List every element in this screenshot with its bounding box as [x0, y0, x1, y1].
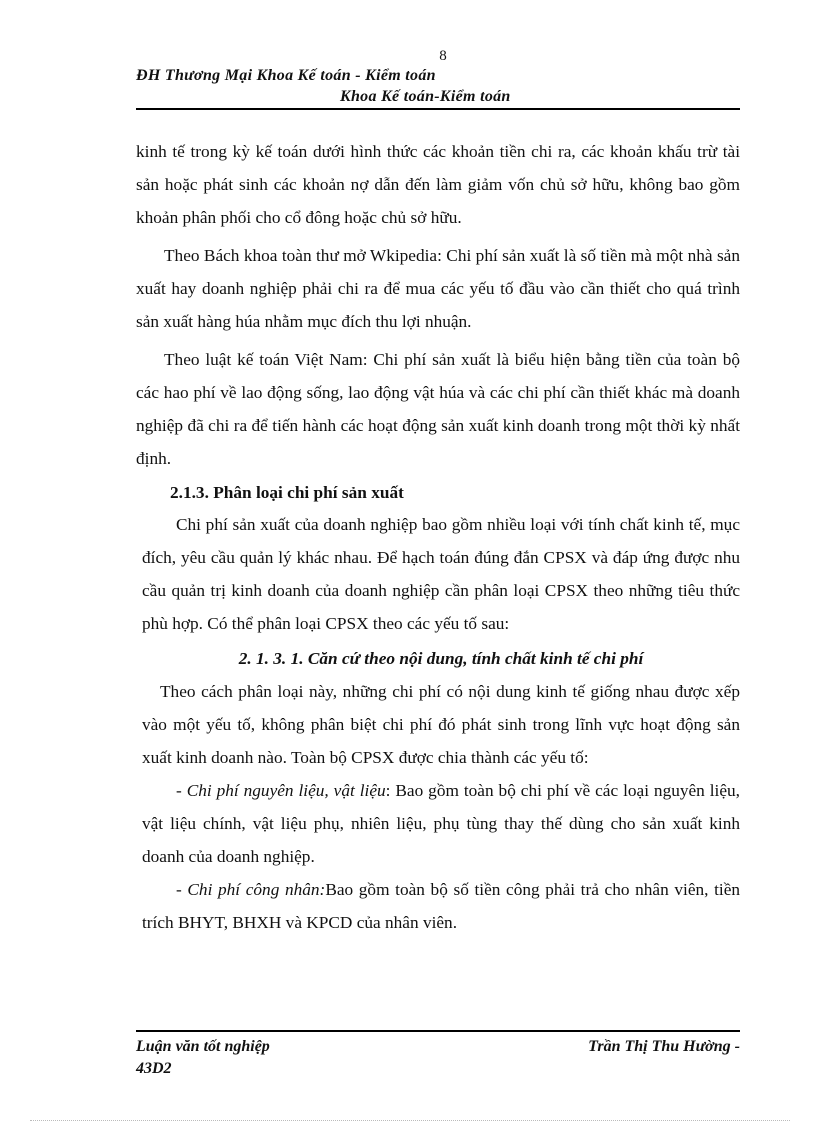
paragraph-classification-method: Theo cách phân loại này, những chi phí có nội dung kinh tế giống nhau được xếp vào một yếu tố, không phân biệt chi phí đó phát sinh trong lĩnh vực hoạt động sản xuất kinh doanh nào. Toàn bộ CPSX được chia thành các yếu tố:	[142, 682, 740, 767]
item-label-labor: Chi phí công nhân:	[187, 880, 326, 899]
paragraph-classification-intro: Chi phí sản xuất của doanh nghiệp bao gồm nhiều loại với tính chất kinh tế, mục đích, yêu cầu quản lý khác nhau. Để hạch toán đúng đắn CPSX và đáp ứng được nhu cầu quản trị kinh doanh của doanh nghiệp cần phân loại CPSX theo những tiêu thức phù hợp. Có thể phân loại CPSX theo các yếu tố sau:	[142, 515, 740, 633]
list-item-labor-cost: - Chi phí công nhân:Bao gồm toàn bộ số tiền công phải trả cho nhân viên, tiền trích BHYT, BHXH và KPCD của nhân viên.	[142, 880, 741, 932]
paragraph-continuation: kinh tế trong kỳ kế toán dưới hình thức các khoản tiền chi ra, các khoản khấu trừ tài sản hoặc phát sinh các khoản nợ dẫn đến làm giảm vốn chủ sở hữu, không bao gồm khoản phân phối cho cổ đông hoặc chủ sở hữu.	[136, 142, 740, 227]
footer-divider	[136, 1030, 740, 1032]
section-heading-2-1-3-1: 2. 1. 3. 1. Căn cứ theo nội dung, tính chất kinh tế chi phí	[238, 649, 644, 668]
item-text-labor: Bao gồm toàn bộ số tiền công phải trả cho nhân viên, tiền trích BHYT, BHXH và KPCD của nhân viên.	[142, 880, 741, 932]
item-text-material: : Bao gồm toàn bộ chi phí về các loại nguyên liệu, vật liệu chính, vật liệu phụ, nhiên liệu, phụ tùng thay thế dùng cho sản xuất kinh doanh của doanh nghiệp.	[142, 781, 740, 866]
header-faculty: Khoa Kế toán-Kiểm toán	[340, 88, 511, 105]
page-number: 8	[439, 48, 447, 64]
footer-author: Trần Thị Thu Hường -	[588, 1038, 740, 1055]
header-divider	[136, 108, 740, 110]
document-body	[136, 135, 740, 939]
footer-left	[136, 1036, 376, 1080]
footer-thesis-label: Luận văn tốt nghiệp	[136, 1038, 270, 1055]
item-label-material: Chi phí nguyên liệu, vật liệu	[186, 781, 386, 800]
list-item-material-cost: - Chi phí nguyên liệu, vật liệu: Bao gồm toàn bộ chi phí về các loại nguyên liệu, vật liệu chính, vật liệu phụ, nhiên liệu, phụ tùng thay thế dùng cho sản xuất kinh doanh của doanh nghiệp.	[142, 781, 740, 866]
paragraph-wikipedia-definition: Theo Bách khoa toàn thư mở Wkipedia: Chi phí sản xuất là số tiền mà một nhà sản xuất hay doanh nghiệp phải chi ra để mua các yếu tố đầu vào cần thiết cho quá trình sản xuất hàng húa nhằm mục đích thu lợi nhuận.	[136, 246, 740, 331]
page-bottom-border	[30, 1120, 790, 1121]
section-2-1-3-body	[142, 508, 740, 939]
footer-class-code: 43D2	[136, 1060, 172, 1077]
paragraph-accounting-law-definition: Theo luật kế toán Việt Nam: Chi phí sản xuất là biểu hiện bằng tiền của toàn bộ các hao phí về lao động sống, lao động vật húa và các chi phí cần thiết khác mà doanh nghiệp đã chi ra để tiến hành các hoạt động sản xuất kinh doanh trong một thời kỳ nhất định.	[136, 350, 740, 468]
section-heading-2-1-3: 2.1.3. Phân loại chi phí sản xuất	[170, 483, 404, 502]
header-university: ĐH Thương Mại Khoa Kế toán - Kiểm toán	[136, 67, 436, 84]
